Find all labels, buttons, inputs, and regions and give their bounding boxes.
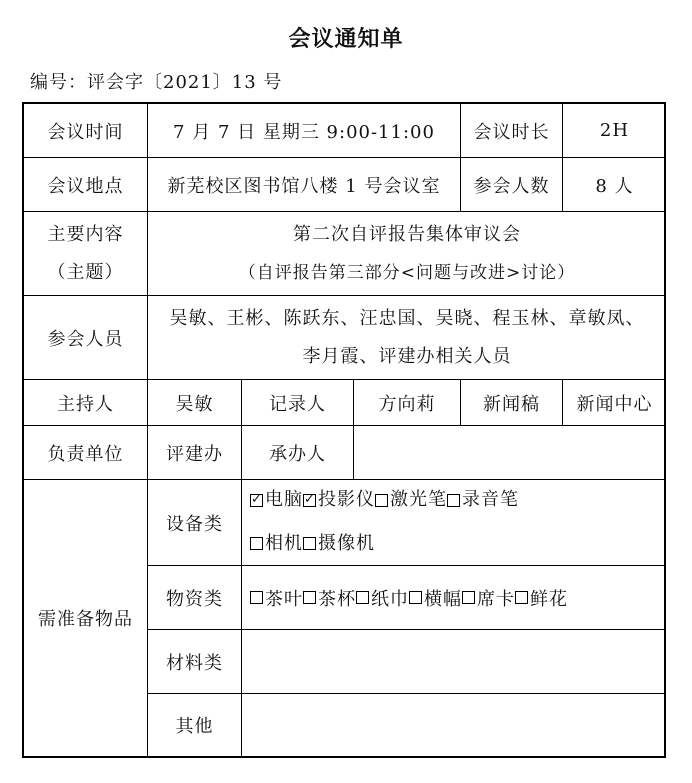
checkbox-label: 电脑 <box>265 489 303 510</box>
checkbox-label: 录音笔 <box>462 489 519 510</box>
checkbox-option[interactable] <box>250 585 303 611</box>
meeting-place-value: 新芜校区图书馆八楼 1 号会议室 <box>148 158 461 212</box>
handler-value <box>354 426 666 480</box>
empty-box-icon[interactable] <box>303 537 316 550</box>
attendees-label: 参会人员 <box>24 296 148 380</box>
main-content-topic: 第二次自评报告集体审议会 <box>293 223 521 245</box>
main-content-subtopic: （自评报告第三部分<问题与改进>讨论） <box>238 262 576 283</box>
main-content-label-line2: （主题） <box>47 261 124 283</box>
empty-box-icon[interactable] <box>303 591 316 604</box>
checkbox-label: 茶杯 <box>318 588 356 610</box>
meeting-place-label: 会议地点 <box>24 158 148 212</box>
checkbox-label: 横幅 <box>424 588 462 610</box>
page-title: 会议通知单 <box>288 26 404 52</box>
empty-box-icon[interactable] <box>447 494 460 507</box>
other-label: 其他 <box>148 694 242 756</box>
checkbox-label: 纸巾 <box>371 588 409 610</box>
checked-box-icon[interactable] <box>250 494 263 507</box>
checkbox-label: 鲜花 <box>530 588 568 610</box>
checkbox-option[interactable] <box>356 585 409 611</box>
press-release-value: 新闻中心 <box>563 380 666 426</box>
document-number: 编号：评会字〔2021〕13 号 <box>30 72 283 93</box>
attendees-line2: 李月霞、评建办相关人员 <box>302 345 512 367</box>
attendees-line1: 吴敏、王彬、陈跃东、汪忠国、吴晓、程玉林、章敏凤、 <box>169 307 645 329</box>
documents-value <box>242 630 666 694</box>
empty-box-icon[interactable] <box>409 591 422 604</box>
handler-label: 承办人 <box>242 426 354 480</box>
equipment-label: 设备类 <box>148 480 242 566</box>
materials-label: 物资类 <box>148 566 242 630</box>
checkbox-option[interactable] <box>303 479 375 521</box>
empty-box-icon[interactable] <box>375 494 388 507</box>
notice-table <box>22 102 666 758</box>
equipment-row-2 <box>250 523 375 567</box>
recorder-label: 记录人 <box>242 380 354 426</box>
checkbox-label: 摄像机 <box>318 532 375 554</box>
empty-box-icon[interactable] <box>250 591 263 604</box>
materials-row <box>250 585 568 611</box>
empty-box-icon[interactable] <box>250 537 263 550</box>
materials-options <box>242 566 666 630</box>
supplies-label: 需准备物品 <box>24 480 148 756</box>
checkbox-label: 席卡 <box>477 588 515 610</box>
recorder-value: 方向莉 <box>354 380 461 426</box>
equipment-row-1 <box>250 479 519 523</box>
main-content-value <box>148 212 666 296</box>
meeting-duration-label: 会议时长 <box>461 104 563 158</box>
checkbox-label: 相机 <box>265 532 303 554</box>
host-value: 吴敏 <box>148 380 242 426</box>
checkbox-option[interactable] <box>250 479 303 521</box>
press-release-label: 新闻稿 <box>461 380 563 426</box>
attendee-count-value: 8 人 <box>563 158 666 212</box>
host-label: 主持人 <box>24 380 148 426</box>
checkbox-option[interactable] <box>515 585 568 611</box>
checkbox-option[interactable] <box>462 585 515 611</box>
attendees-value <box>148 296 666 380</box>
empty-box-icon[interactable] <box>462 591 475 604</box>
documents-label: 材料类 <box>148 630 242 694</box>
checkbox-option[interactable] <box>250 523 303 565</box>
checkbox-option[interactable] <box>447 479 519 521</box>
meeting-time-value: 7 月 7 日 星期三 9:00-11:00 <box>148 104 461 158</box>
checked-box-icon[interactable] <box>303 494 316 507</box>
equipment-options <box>242 480 666 566</box>
main-content-label <box>24 212 148 296</box>
checkbox-label: 激光笔 <box>390 489 447 510</box>
empty-box-icon[interactable] <box>356 591 369 604</box>
responsible-unit-label: 负责单位 <box>24 426 148 480</box>
responsible-unit-value: 评建办 <box>148 426 242 480</box>
checkbox-option[interactable] <box>303 585 356 611</box>
other-value <box>242 694 666 756</box>
empty-box-icon[interactable] <box>515 591 528 604</box>
checkbox-label: 茶叶 <box>265 588 303 610</box>
main-content-label-line1: 主要内容 <box>47 223 124 245</box>
meeting-time-label: 会议时间 <box>24 104 148 158</box>
checkbox-option[interactable] <box>303 523 375 565</box>
checkbox-option[interactable] <box>375 479 447 521</box>
attendee-count-label: 参会人数 <box>461 158 563 212</box>
meeting-duration-value: 2H <box>563 104 666 158</box>
checkbox-label: 投影仪 <box>318 489 375 510</box>
checkbox-option[interactable] <box>409 585 462 611</box>
